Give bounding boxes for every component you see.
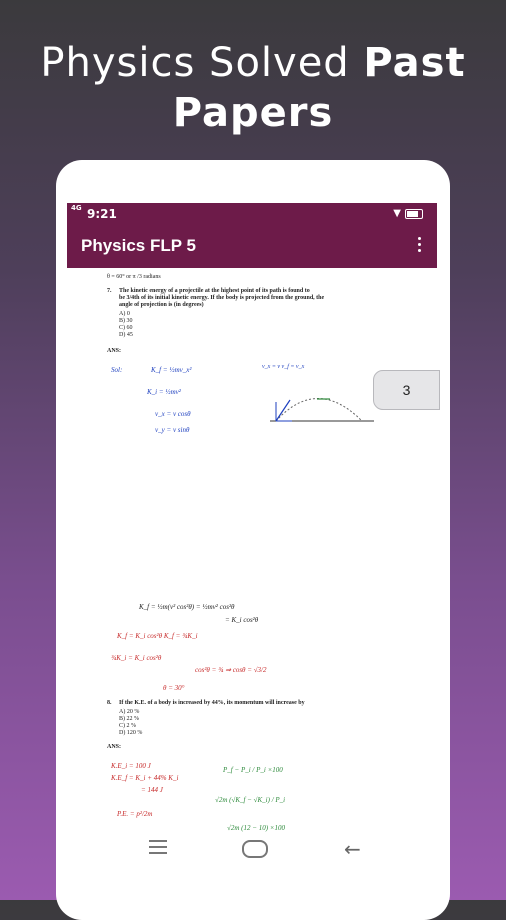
network-indicator: 4G <box>71 204 82 212</box>
banner-title-line2: Papers <box>172 90 334 136</box>
projectile-diagram <box>262 378 382 428</box>
solution-line: cos²θ = ¾ ⇒ cosθ = √3/2 <box>195 666 267 674</box>
hamburger-icon[interactable] <box>149 840 169 858</box>
question-number: 7. <box>107 288 112 294</box>
banner-title-bold: Past <box>363 40 466 86</box>
solution-line: P_f − P_i / P_i ×100 <box>223 766 283 774</box>
back-arrow-icon[interactable]: ← <box>344 837 361 861</box>
battery-icon <box>405 209 423 219</box>
question-text: angle of projection is (in degrees) <box>119 302 204 308</box>
solution-line: θ = 30° <box>163 684 185 692</box>
option-item: C) 2 % <box>119 723 136 729</box>
solution-line: ¾K_i = K_i cos²θ <box>111 654 162 662</box>
solution-line: = K_i cos²θ <box>225 616 259 624</box>
solution-line: Sol: <box>111 366 123 374</box>
solution-line: v_x = v cosθ <box>155 410 191 418</box>
solution-line: P.E. = p²/2m <box>117 810 153 818</box>
option-item: D) 45 <box>119 332 133 338</box>
option-item: A) 20 % <box>119 709 140 715</box>
app-title: Physics FLP 5 <box>81 236 196 255</box>
question-text: If the K.E. of a body is increased by 44%, its momentum will increase by <box>119 700 305 706</box>
solution-line: = 144 J <box>141 786 163 794</box>
question-number: 8. <box>107 700 112 706</box>
solution-line: v_y = v sinθ <box>155 426 190 434</box>
solution-line: √2m (√K_f − √K_i) / P_i <box>215 796 286 804</box>
answer-label: ANS: <box>107 348 122 354</box>
solution-line: K_f = K_i cos²θ K_f = ¾K_i <box>117 632 198 640</box>
solution-line: K_f = ½m(v² cos²θ) = ½mv² cos²θ <box>139 603 235 611</box>
solution-line: K.E_f = K_i + 44% K_i <box>111 774 179 782</box>
solution-line: K_i = ½mv² <box>147 388 181 396</box>
banner-title-regular: Physics Solved <box>40 40 364 86</box>
solution-line: K_f = ½mv_x² <box>151 366 192 374</box>
diagram-label: v_x = v v_f = v_x <box>262 364 305 370</box>
system-nav-bar <box>56 836 450 866</box>
solution-line: K.E_i = 100 J <box>111 762 151 770</box>
app-bar <box>67 225 437 268</box>
option-item: C) 60 <box>119 325 133 331</box>
status-bar <box>67 203 437 225</box>
option-item: B) 22 % <box>119 716 139 722</box>
status-time: 9:21 <box>87 207 117 221</box>
wifi-icon: ▼ <box>393 208 401 219</box>
doc-line: θ = 60° or π /3 radians <box>107 274 161 280</box>
page-number-indicator: 3 <box>373 370 440 410</box>
pdf-page[interactable] <box>67 268 437 840</box>
banner-title <box>0 38 506 138</box>
question-text: be 3/4th of its initial kinetic energy. If the body is projected from the ground, the <box>119 295 325 301</box>
answer-label: ANS: <box>107 744 122 750</box>
overflow-menu-icon[interactable] <box>417 237 423 255</box>
question-text: The kinetic energy of a projectile at the highest point of its path is found to <box>119 288 310 294</box>
option-item: B) 30 <box>119 318 133 324</box>
solution-line: √2m (12 − 10) ×100 <box>227 824 286 832</box>
home-icon[interactable] <box>242 840 268 858</box>
option-item: D) 120 % <box>119 730 143 736</box>
option-item: A) 0 <box>119 311 130 317</box>
